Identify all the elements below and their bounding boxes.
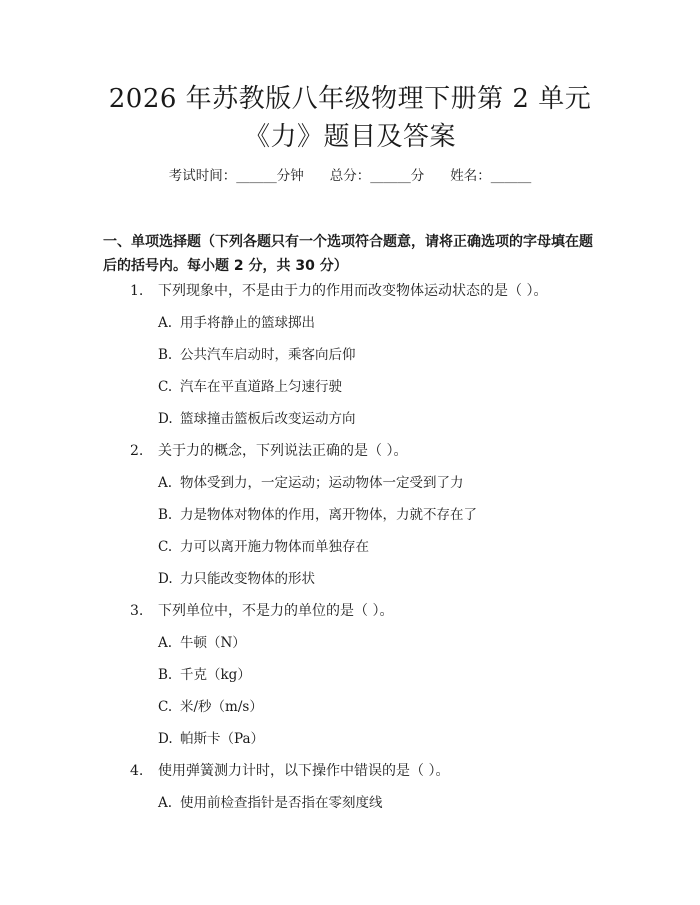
question-1	[130, 281, 547, 301]
option-3d	[158, 729, 264, 749]
option-1d	[158, 409, 356, 429]
total-score-field: 总分：______分	[329, 168, 425, 184]
question-number: 3.	[130, 603, 144, 619]
option-2a	[158, 473, 464, 493]
option-letter: B.	[158, 667, 173, 683]
option-letter: A.	[158, 475, 173, 491]
option-letter: D.	[158, 571, 173, 587]
option-text: 帕斯卡（Pa）	[180, 731, 265, 747]
question-number: 1.	[130, 283, 144, 299]
section-heading	[103, 230, 603, 278]
option-3b	[158, 665, 251, 685]
option-text: 公共汽车启动时，乘客向后仰	[180, 347, 356, 363]
option-letter: C.	[158, 699, 173, 715]
option-text: 汽车在平直道路上匀速行驶	[180, 379, 342, 395]
question-number: 4.	[130, 763, 144, 779]
option-1c	[158, 377, 342, 397]
exam-info	[0, 166, 700, 186]
option-2d	[158, 569, 315, 589]
option-2c	[158, 537, 369, 557]
option-letter: A.	[158, 315, 173, 331]
option-text: 力只能改变物体的形状	[180, 571, 315, 587]
option-text: 力是物体对物体的作用，离开物体，力就不存在了	[180, 507, 477, 523]
option-letter: D.	[158, 411, 173, 427]
document-title-line2: 《力》题目及答案	[243, 122, 456, 152]
option-letter: C.	[158, 379, 173, 395]
section-heading-line2: 后的括号内。每小题 2 分，共 30 分）	[103, 258, 348, 274]
option-1b	[158, 345, 356, 365]
question-2	[130, 441, 407, 461]
option-text: 用手将静止的篮球掷出	[180, 315, 315, 331]
section-heading-line1: 一、单项选择题（下列各题只有一个选项符合题意，请将正确选项的字母填在题	[103, 234, 593, 250]
question-text: 关于力的概念，下列说法正确的是（ ）。	[158, 443, 408, 459]
option-3c	[158, 697, 263, 717]
question-4	[130, 761, 449, 781]
option-letter: B.	[158, 347, 173, 363]
option-letter: A.	[158, 795, 173, 811]
option-letter: C.	[158, 539, 173, 555]
exam-time-field: 考试时间：______分钟	[168, 168, 304, 184]
document-title-line1: 2026 年苏教版八年级物理下册第 2 单元	[108, 84, 592, 114]
option-text: 牛顿（N）	[180, 635, 246, 651]
option-text: 篮球撞击篮板后改变运动方向	[180, 411, 356, 427]
option-4a	[158, 793, 383, 813]
option-letter: B.	[158, 507, 173, 523]
option-letter: A.	[158, 635, 173, 651]
option-letter: D.	[158, 731, 173, 747]
option-2b	[158, 505, 477, 525]
option-1a	[158, 313, 315, 333]
option-text: 米/秒（m/s）	[180, 699, 263, 715]
question-3	[130, 601, 393, 621]
question-number: 2.	[130, 443, 144, 459]
option-text: 物体受到力，一定运动；运动物体一定受到了力	[180, 475, 464, 491]
option-3a	[158, 633, 246, 653]
option-text: 力可以离开施力物体而单独存在	[180, 539, 369, 555]
question-text: 下列单位中，不是力的单位的是（ ）。	[158, 603, 394, 619]
question-text: 使用弹簧测力计时，以下操作中错误的是（ ）。	[158, 763, 450, 779]
option-text: 使用前检查指针是否指在零刻度线	[180, 795, 383, 811]
question-text: 下列现象中，不是由于力的作用而改变物体运动状态的是（ ）。	[158, 283, 548, 299]
option-text: 千克（kg）	[180, 667, 251, 683]
name-field: 姓名：______	[450, 168, 532, 184]
